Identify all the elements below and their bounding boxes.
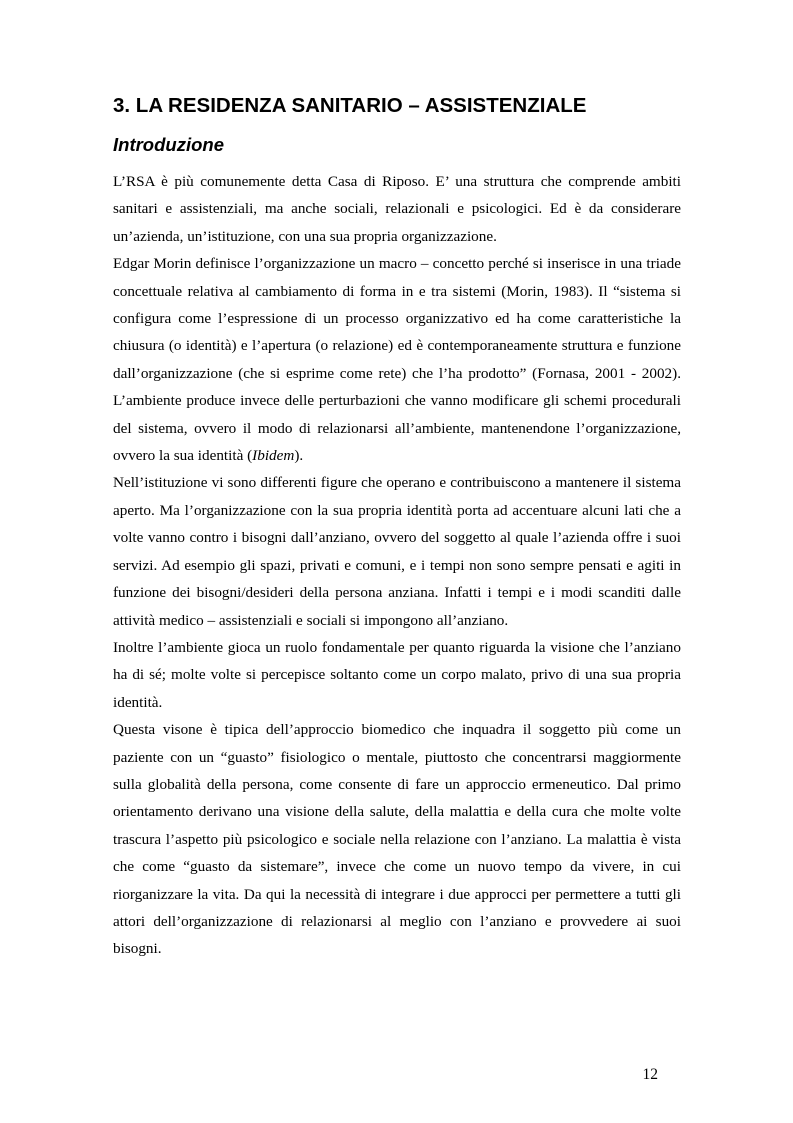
body-text xyxy=(113,168,681,963)
paragraph-morin-organization xyxy=(113,250,681,469)
paragraph-biomedical-approach: Questa visone è tipica dell’approccio biomedico che inquadra il soggetto più come un paziente con un “guasto” fisiologico o mentale, piuttosto che concentrarsi maggiormente sulla globalità della persona, come consente di fare un approccio ermeneutico. Dal primo orientamento derivano una visione della salute, della malattia e della cura che molte volte trascura l’aspetto più psicologico e sociale nella relazione con l’anziano. La malattia è vista che come “guasto da sistemare”, invece che come un nuovo tempo da vivere, in cui riorganizzare la vita. Da qui la necessità di integrare i due approcci per permettere a tutti gli attori dell’organizzazione di relazionarsi al meglio con l’anziano e provvedere ai suoi bisogni. xyxy=(113,721,681,958)
paragraph-morin-text: Edgar Morin definisce l’organizzazione un macro – concetto perché si inserisce in una triade concettuale relativa al cambiamento di forma in e tra sistemi (Morin, 1983). Il “sistema si configura come l’espressione di un processo organizzativo ed ha come caratteristiche la chiusura (o identità) e l’apertura (o relazione) ed è contemporaneamente struttura e funzione dall’organizzazione (che si esprime come rete) che l’ha prodotto” (Fornasa, 2001 - 2002). L’ambiente produce invece delle perturbazioni che vanno modificare gli schemi procedurali del sistema, ovvero il modo di relazionarsi all’ambiente, mantenendone l’organizzazione, ovvero la sua identità ( xyxy=(113,255,681,465)
paragraph-institution-roles: Nell’istituzione vi sono differenti figure che operano e contribuiscono a mantenere il sistema aperto. Ma l’organizzazione con la sua propria identità porta ad accentuare alcuni lati che a volte vanno contro i bisogni dall’anziano, ovvero del soggetto al quale l’azienda offre i suoi servizi. Ad esempio gli spazi, privati e comuni, e i tempi non sono sempre pensati e agiti in funzione dei bisogni/desideri della persona anziana. Infatti i tempi e i modi scanditi dalle attività medico – assistenziali e sociali si impongono all’anziano. xyxy=(113,474,681,629)
section-title: Introduzione xyxy=(113,134,224,155)
citation-ibidem: Ibidem xyxy=(252,447,295,465)
page-number: 12 xyxy=(642,1066,658,1083)
paragraph-morin-closing: ). xyxy=(294,447,304,465)
paragraph-rsa-definition: L’RSA è più comunemente detta Casa di Riposo. E’ una struttura che comprende ambiti sanitari e assistenziali, ma anche sociali, relazionali e psicologici. Ed è da considerare un’azienda, un’istituzione, con una sua propria organizzazione. xyxy=(113,173,681,245)
chapter-title: 3. LA RESIDENZA SANITARIO – ASSISTENZIALE xyxy=(113,94,587,117)
paragraph-environment: Inoltre l’ambiente gioca un ruolo fondamentale per quanto riguarda la visione che l’anziano ha di sé; molte volte si percepisce soltanto come un corpo malato, privo di una sua propria identità. xyxy=(113,638,681,711)
